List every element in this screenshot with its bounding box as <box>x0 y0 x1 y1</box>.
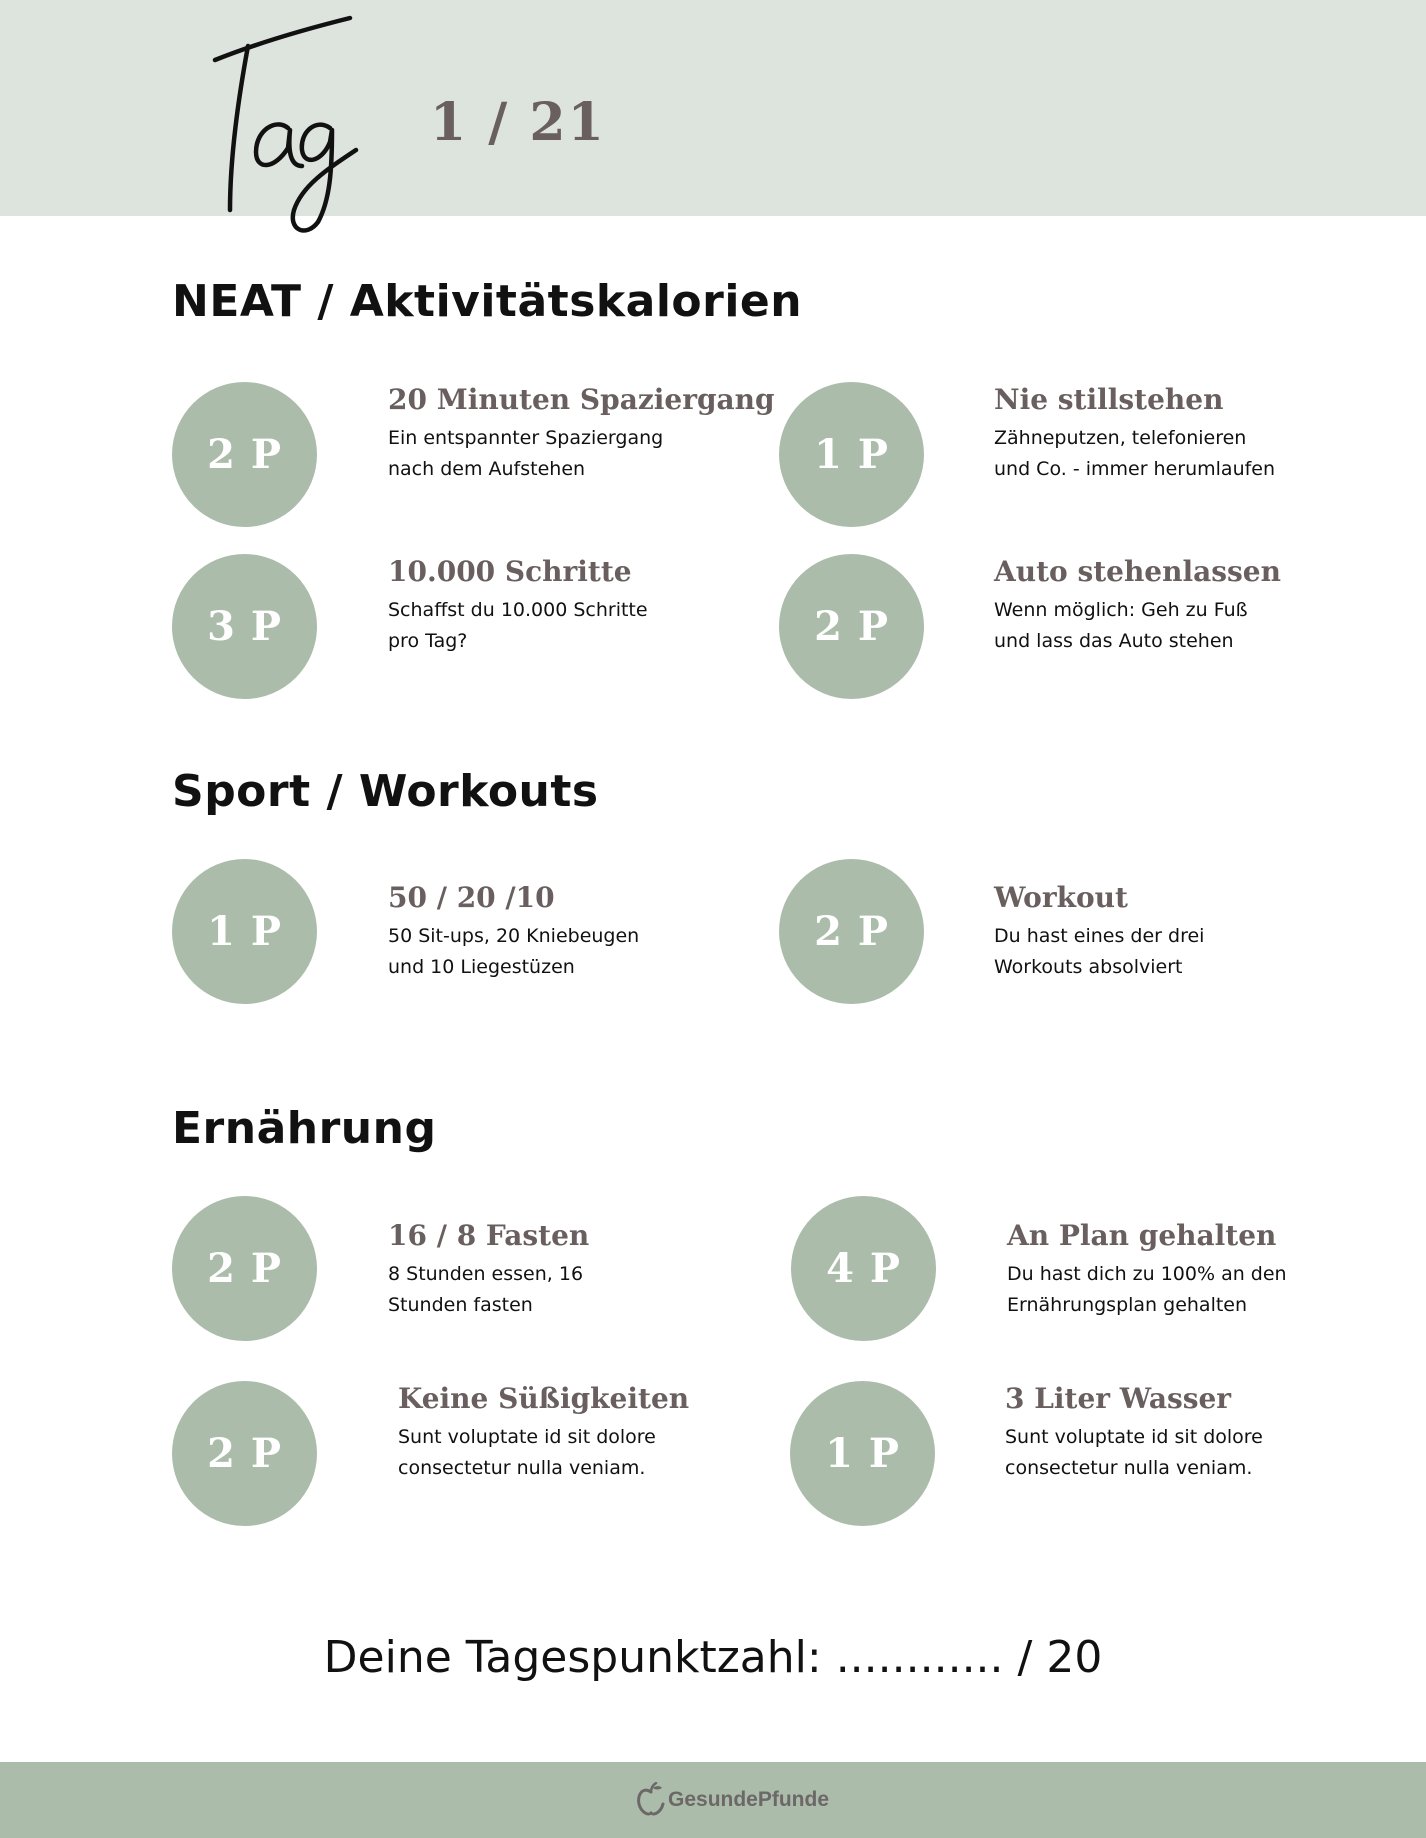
item-title: 3 Liter Wasser <box>1005 1382 1232 1415</box>
item-description-line: 8 Stunden essen, 16 <box>388 1263 584 1285</box>
item-description-line: Ein entspannter Spaziergang <box>388 427 664 449</box>
item-description-line: Wenn möglich: Geh zu Fuß <box>994 599 1248 621</box>
item-description-line: 50 Sit-ups, 20 Kniebeugen <box>388 925 640 947</box>
item-description-line: consectetur nulla veniam. <box>398 1457 646 1479</box>
item-description <box>388 1259 688 1321</box>
item-description-line: und Co. - immer herumlaufen <box>994 458 1276 480</box>
item-description-line: Ernährungsplan gehalten <box>1007 1294 1248 1316</box>
points-badge: 1 P <box>790 1381 935 1526</box>
item-description <box>398 1422 698 1484</box>
points-badge: 3 P <box>172 554 317 699</box>
apple-icon <box>636 1782 666 1818</box>
item-title: An Plan gehalten <box>1007 1219 1277 1252</box>
section-title-sport: Sport / Workouts <box>172 766 599 817</box>
item-title: 50 / 20 /10 <box>388 881 555 914</box>
brand-logo-text: GesundePfunde <box>668 1788 830 1811</box>
item-description-line: Zähneputzen, telefonieren <box>994 427 1247 449</box>
section-title-ernaehrung: Ernährung <box>172 1103 437 1154</box>
item-description-line: und lass das Auto stehen <box>994 630 1234 652</box>
brand-logo <box>636 1772 829 1828</box>
item-description-line: nach dem Aufstehen <box>388 458 586 480</box>
item-description <box>994 423 1294 485</box>
item-description-line: Sunt voluptate id sit dolore <box>398 1426 656 1448</box>
item-description-line: pro Tag? <box>388 630 468 652</box>
item-description-line: consectetur nulla veniam. <box>1005 1457 1253 1479</box>
item-description <box>388 921 688 983</box>
daily-score-line: Deine Tagespunktzahl: ............ / 20 <box>323 1632 1103 1683</box>
points-badge: 1 P <box>779 382 924 527</box>
item-description <box>388 595 688 657</box>
item-description <box>1005 1422 1305 1484</box>
tag-script-heading <box>190 0 380 240</box>
item-description <box>388 423 688 485</box>
points-badge: 2 P <box>779 859 924 1004</box>
points-badge: 1 P <box>172 859 317 1004</box>
item-title: Workout <box>994 881 1128 914</box>
section-title-neat: NEAT / Aktivitätskalorien <box>172 276 803 327</box>
item-title: 20 Minuten Spaziergang <box>388 383 775 416</box>
item-description-line: Workouts absolviert <box>994 956 1183 978</box>
item-description-line: Stunden fasten <box>388 1294 533 1316</box>
item-description <box>994 595 1294 657</box>
points-badge: 2 P <box>779 554 924 699</box>
points-badge: 4 P <box>791 1196 936 1341</box>
points-badge: 2 P <box>172 1381 317 1526</box>
item-description <box>1007 1259 1307 1321</box>
item-title: Keine Süßigkeiten <box>398 1382 690 1415</box>
points-badge: 2 P <box>172 382 317 527</box>
footer-band <box>0 1762 1426 1838</box>
item-description-line: Du hast dich zu 100% an den <box>1007 1263 1287 1285</box>
item-title: Auto stehenlassen <box>994 555 1281 588</box>
item-title: 16 / 8 Fasten <box>388 1219 590 1252</box>
item-description-line: und 10 Liegestüzen <box>388 956 575 978</box>
item-description-line: Schaffst du 10.000 Schritte <box>388 599 648 621</box>
day-counter: 1 / 21 <box>430 92 606 153</box>
item-description-line: Du hast eines der drei <box>994 925 1205 947</box>
item-title: Nie stillstehen <box>994 383 1224 416</box>
item-title: 10.000 Schritte <box>388 555 632 588</box>
item-description <box>994 921 1294 983</box>
points-badge: 2 P <box>172 1196 317 1341</box>
item-description-line: Sunt voluptate id sit dolore <box>1005 1426 1263 1448</box>
